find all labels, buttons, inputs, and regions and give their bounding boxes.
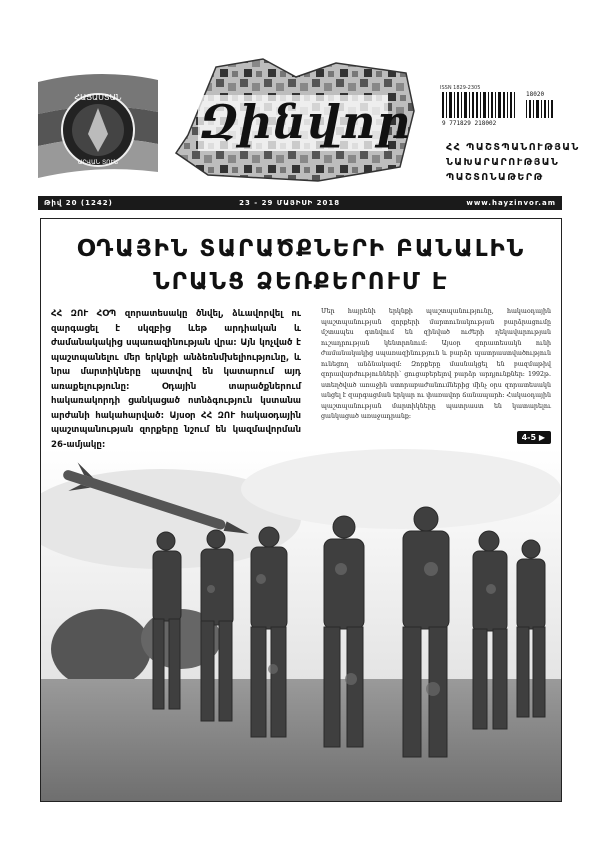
barcode-addon: 18020: [526, 91, 545, 98]
barcode-digits: 9 771829 218002: [442, 120, 497, 126]
website-link[interactable]: www.hayzinvor.am: [466, 199, 556, 207]
publisher-line: ՆԱԽԱՐԱՐՈՒԹՅԱՆ: [446, 157, 560, 168]
publisher-block: [446, 140, 586, 185]
article-lead: ՀՀ ԶՈՒ ՀՕՊ զորատեսակը ծնվել, ձևավորվել ու զարգացել է սկզբից ևեթ արդիական և ժամանակակից սպառազինության վրա: Այն կոչված է պաշտպանելու մեր երկնքի անձեռնմխելիությունը, և նրա մարտիկները պատվով են կատարում այդ առաքելությունը: Օդային տարածքներում հակառակորդի ցանկացած ոտնձգություն կստանա արժանի հակահարված: Այսօր ՀՀ ԶՈՒ հակաօդային պաշտպանության զորքերը նշում են կազմավորման 26-ամյակը:: [51, 309, 301, 450]
issue-info-bar: [38, 196, 562, 210]
emblem-top-text: ՀԱՅԱՍՏԱՆ: [74, 93, 122, 102]
page-reference: 4-5: [521, 433, 537, 442]
flag-emblem: [38, 72, 158, 182]
photo-marching-soldiers: [41, 449, 562, 802]
page-reference-badge[interactable]: 4-5 ▶: [517, 431, 551, 444]
masthead: [0, 0, 600, 195]
article-side-text: Մեր հայրենի երկնքի պաշտպանությունը, հակաօդային պաշտպանության զորքերի մարտունակության բարձրացումը մշտապես գտնվում են զինված ուժերի ղեկավարության ուշադրության կենտրոնում: Այսօր զորատեսակն ունի ժամանակակից սպառազինություն և բարձր պատրաստվածություն ունեցող անձնակազմ: Զորքերը մասնակցել են բազմաթիվ զորավարժությունների՝ ցուցաբերելով բարձր արդյունքներ: 1992թ. ստեղծված առաջին ստորաբաժանումներից մինչ օրս զորատեսակն անցել է զարգացման երկար ու փառավոր ճանապարհ։ Հակաօդային պաշտպանության մարտիկները պատրաստ են կատարելու ցանկացած առաջադրանք:: [321, 308, 551, 420]
issue-date: 23 - 29 ՄԱՅԻՍԻ 2018: [239, 199, 341, 207]
front-page-article: [40, 218, 562, 802]
publisher-line: ՀՀ ՊԱՇՏՊԱՆՈՒԹՅԱՆ: [446, 142, 580, 153]
article-headline: [41, 233, 561, 299]
issue-number: Թիվ 20 (1242): [44, 199, 113, 207]
emblem-bottom-text: ԱՐՎԱՆ ՏՈՒՆ: [77, 159, 119, 166]
barcode: [440, 86, 560, 126]
publisher-line: ՊԱՇՏՈՆԱԹԵՐԹ: [446, 172, 544, 183]
issn-text: ISSN 1829-2305: [440, 85, 481, 91]
headline-line: ՕԴԱՅԻՆ ՏԱՐԱԾՔՆԵՐԻ ԲԱՆԱԼԻՆ: [76, 236, 526, 262]
newspaper-title: Զինվոր: [200, 95, 411, 149]
headline-line: ՆՐԱՆՑ ՁԵՌՔԵՐՈՒՄ Է: [153, 269, 449, 295]
